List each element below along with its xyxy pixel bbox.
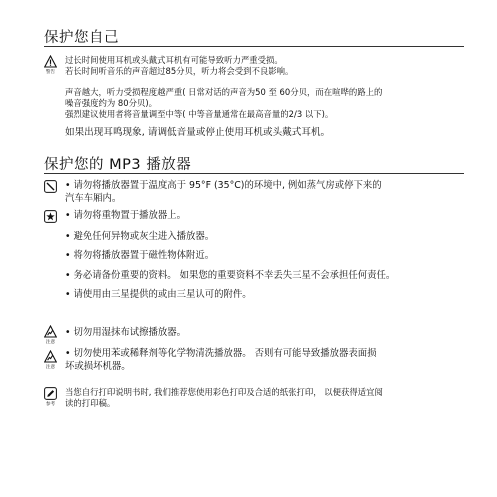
warning-text-line-2: 若长时间听音乐的声音超过85分贝，听力将会受到不良影响。: [65, 66, 294, 76]
section-title-protect-player: 保护您的 MP3 播放器: [44, 157, 192, 173]
warning-icon: [44, 55, 57, 68]
caution-caption: 注意: [45, 365, 56, 370]
bullet-item: • 请使用由三星提供的或由三星认可的附件。: [65, 289, 252, 300]
no-heat-text-line-2: 汽车车厢内。: [65, 193, 122, 204]
section-divider: [44, 46, 464, 47]
bullet-item: • 务必请备份重要的资料。 如果您的重要资料不幸丢失三星不会承担任何责任。: [65, 270, 396, 281]
bullet-item: • 将勿将播放器置于磁性物体附近。: [65, 250, 215, 261]
warning-text-line-1: 过长时间使用耳机或头戴式耳机有可能导致听力严重受损。: [65, 55, 283, 65]
caution-text-line-1: • 切勿使用苯或稀释剂等化学物清洗播放器。 否则有可能导致播放器表面损: [65, 348, 377, 359]
section-title-protect-yourself: 保护您自己: [44, 30, 119, 46]
caution-text: • 切勿用湿抹布试擦播放器。: [65, 327, 187, 338]
info-text-line-2: 噪音强度约为 80分贝)。: [65, 98, 157, 108]
note-caption: 参考: [45, 402, 56, 407]
bullet-item: • 请勿将重物置于播放器上。: [65, 210, 187, 221]
warning-caption: 警告: [45, 70, 56, 75]
note-text-line-1: 当您自行打印说明书时, 我们推荐您使用彩色打印及合适的纸张打印， 以便获得适宜阅: [65, 387, 383, 397]
info-text-line-3: 强烈建议使用者将音量调至中等( 中等音量通常在最高音量的2/3 以下)。: [65, 109, 334, 119]
star-icon: [44, 210, 57, 223]
note-text-line-2: 读的打印稿。: [65, 398, 116, 408]
note-pencil-icon: [44, 387, 57, 400]
bullet-item: • 避免任何异物或灰尘进入播放器。: [65, 231, 215, 242]
caution-text-line-2: 坏或损坏机器。: [65, 361, 131, 372]
caution-icon: [44, 350, 57, 363]
caution-icon: [44, 325, 57, 338]
no-heat-text-line-1: • 请勿将播放器置于温度高于 95°F (35°C)的环境中, 例如蒸气房或停下来的: [65, 180, 382, 191]
caution-caption: 注意: [45, 340, 56, 345]
section-divider: [44, 173, 464, 174]
prohibited-icon: [44, 180, 57, 193]
tinnitus-text: 如果出现耳鸣现象, 请调低音量或停止使用耳机或头戴式耳机。: [65, 127, 331, 138]
info-text-line-1: 声音越大，听力受损程度越严重( 日常对话的声音为50 至 60分贝，而在喧哗的路上的: [65, 87, 383, 97]
